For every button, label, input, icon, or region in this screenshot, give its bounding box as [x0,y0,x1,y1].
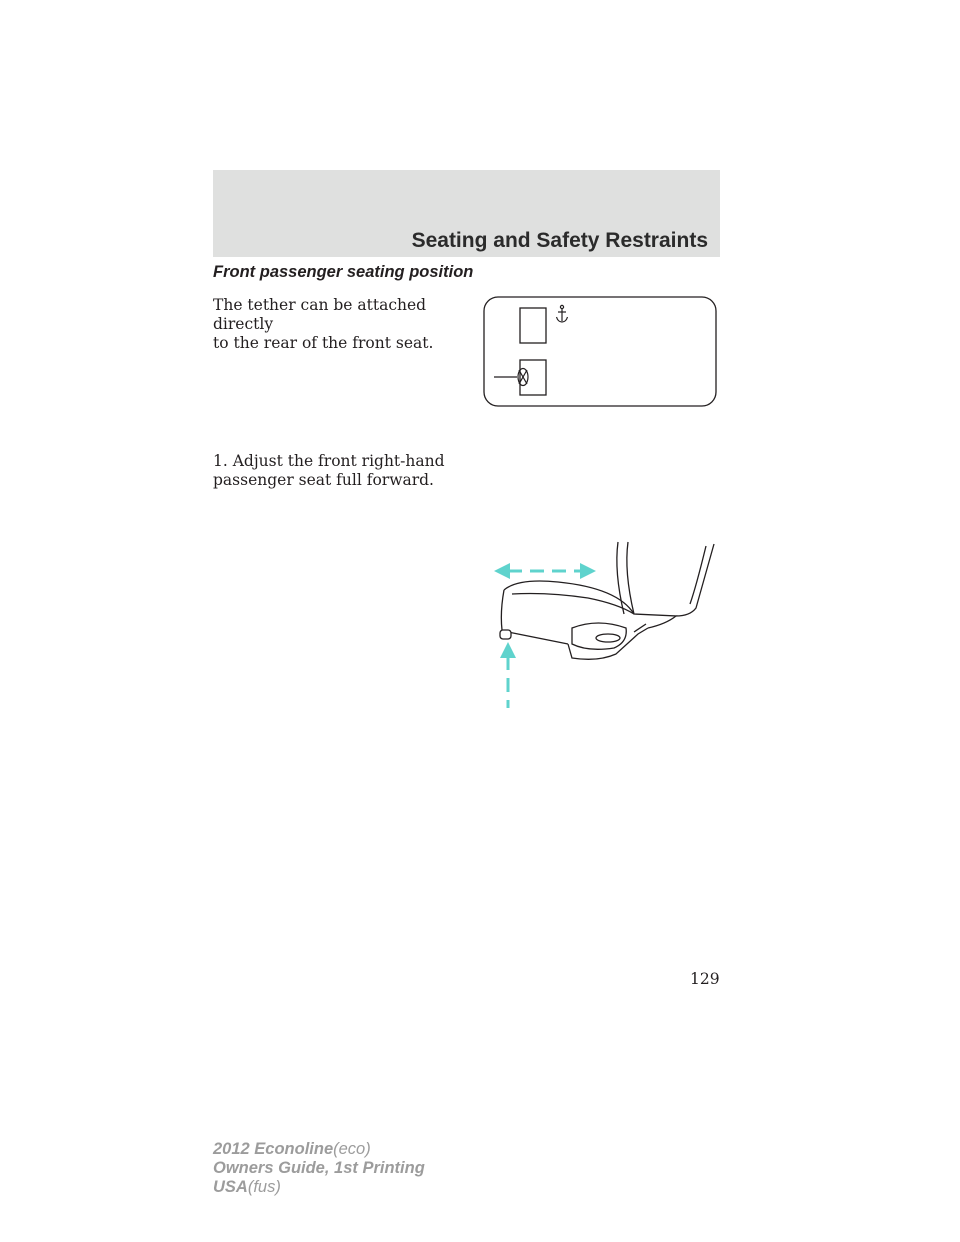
diagram-frame [484,297,716,406]
footer-model: 2012 Econoline [213,1140,334,1158]
footer-market-code: (fus) [247,1178,281,1196]
forward-back-arrow-icon [494,563,596,579]
footer-line-1 [213,1140,425,1159]
footer-line-3 [213,1178,425,1197]
section-heading: Front passenger seating position [213,263,474,281]
seat-illustration [500,542,714,659]
tether-hook-icon [500,630,511,639]
header-band [213,170,720,257]
footer-model-code: (eco) [333,1140,371,1158]
seat-adjust-diagram [488,532,723,712]
tether-location-diagram [480,294,720,410]
step-1-line-2: passenger seat full forward. [213,471,434,489]
intro-paragraph [213,296,478,353]
seat-back-box [520,308,546,343]
intro-line-2: to the rear of the front seat. [213,334,434,352]
step-1-line-1: 1. Adjust the front right-hand [213,452,445,470]
footer-edition [213,1140,425,1197]
step-1 [213,452,478,490]
footer-market: USA [213,1178,248,1196]
up-arrow-icon [500,642,516,708]
intro-line-1: The tether can be attached directly [213,296,427,333]
footer-line-2: Owners Guide, 1st Printing [213,1159,425,1177]
page-number: 129 [690,970,720,988]
section-title: Seating and Safety Restraints [411,229,708,252]
